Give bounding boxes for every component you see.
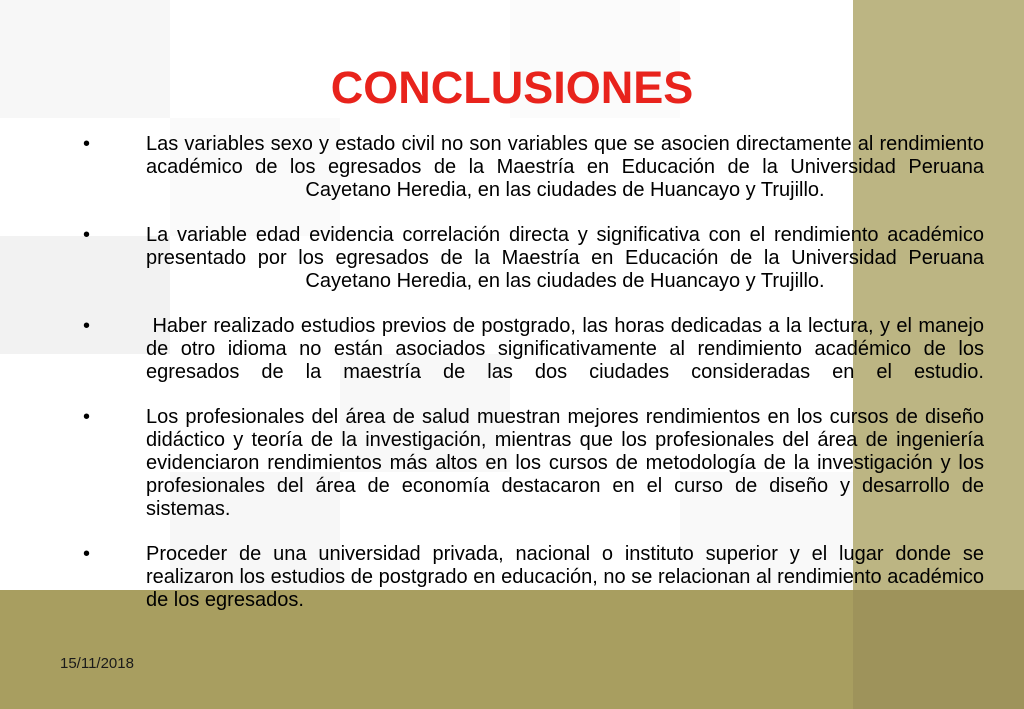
bullet-text: Las variables sexo y estado civil no son variables que se asocien directamente al rendimiento académico de los egresados de la Maestría en Educación de la Universidad Peruana Cayetano Heredia, en las ciudades de Huancayo y Trujillo.: [146, 133, 984, 201]
bullet-text: La variable edad evidencia correlación directa y significativa con el rendimiento académico presentado por los egresados de la Maestría en Educación de la Universidad Peruana Cayetano Heredia, en las ciudades de Huancayo y Trujillo.: [146, 224, 984, 292]
bullet-icon: •: [83, 315, 91, 337]
list-item: [0, 315, 1024, 384]
slide-title: CONCLUSIONES: [330, 62, 694, 113]
list-item: [0, 133, 1024, 202]
bullet-text: Los profesionales del área de salud muestran mejores rendimientos en los cursos de diseño didáctico y teoría de la investigación, mientras que los profesionales del área de ingeniería evidenciaron rendimientos más altos en los cursos de metodología de la investigación y los profesionales del área de economía destacaron en el curso de diseño y desarrollo de sistemas.: [146, 406, 984, 520]
bullet-text: Proceder de una universidad privada, nacional o instituto superior y el lugar donde se realizaron los estudios de postgrado en educación, no se relacionan al rendimiento académico de los egresados.: [146, 543, 984, 611]
list-item: [0, 543, 1024, 612]
conclusions-list: [0, 133, 1024, 634]
list-item: [0, 406, 1024, 521]
list-item: [0, 224, 1024, 293]
bullet-text: Haber realizado estudios previos de postgrado, las horas dedicadas a la lectura, y el manejo de otro idioma no están asociados significativamente al rendimiento académico de los egresados de la maestría de las dos ciudades consideradas en el estudio.: [146, 315, 990, 383]
bullet-icon: •: [83, 543, 91, 565]
bullet-icon: •: [83, 133, 91, 155]
bullet-icon: •: [83, 224, 91, 246]
bullet-icon: •: [83, 406, 91, 428]
slide-date: 15/11/2018: [60, 655, 134, 672]
